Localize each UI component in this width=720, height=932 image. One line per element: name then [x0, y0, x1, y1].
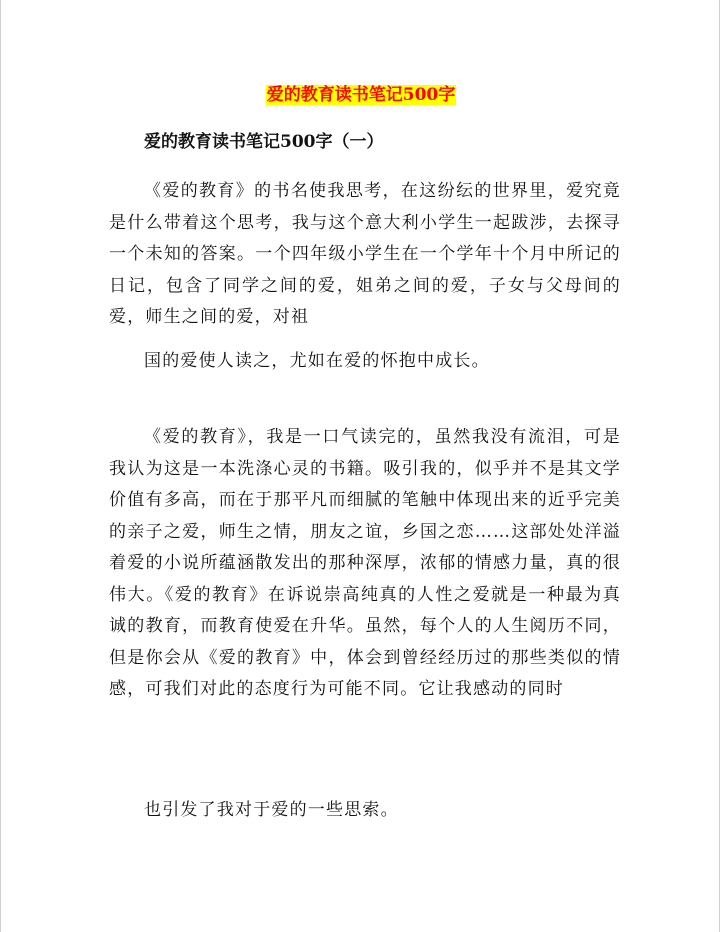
paragraph-2: 国的爱使人读之，尤如在爱的怀抱中成长。 — [144, 351, 490, 371]
paragraph-3: 《爱的教育》，我是一口气读完的，虽然我没有流泪，可是我认为这是一本洗涤心灵的书籍。吸引我的，似乎并不是其文学价值有多高，而在于那平凡而细腻的笔触中体现出来的近乎完美的亲子之爱，师生之情，朋友之谊，乡国之恋……这部处处洋溢着爱的小说所蕴涵散发出的那种深厚，浓郁的情感力量，真的很伟大。《爱的教育》在诉说崇高纯真的人性之爱就是一种最为真诚的教育，而教育使爱在升华。虽然，每个人的人生阅历不同，但是你会从《爱的教育》中，体会到曾经经历过的那些类似的情感，可我们对此的态度行为可能不同。它让我感动的同时 — [109, 427, 621, 699]
document-title-text: 爱的教育读书笔记500字 — [266, 85, 456, 105]
document-title — [1, 82, 720, 108]
paragraph-4: 也引发了我对于爱的一些思索。 — [144, 800, 399, 820]
paragraph-1: 《爱的教育》的书名使我思考，在这纷纭的世界里，爱究竟是什么带着这个思考，我与这个意大利小学生一起跋涉，去探寻一个未知的答案。一个四年级小学生在一个学年十个月中所记的日记，包含了同学之间的爱，姐弟之间的爱，子女与父母间的爱，师生之间的爱，对祖 — [109, 181, 621, 327]
section-heading: 爱的教育读书笔记500字（一） — [144, 132, 384, 152]
